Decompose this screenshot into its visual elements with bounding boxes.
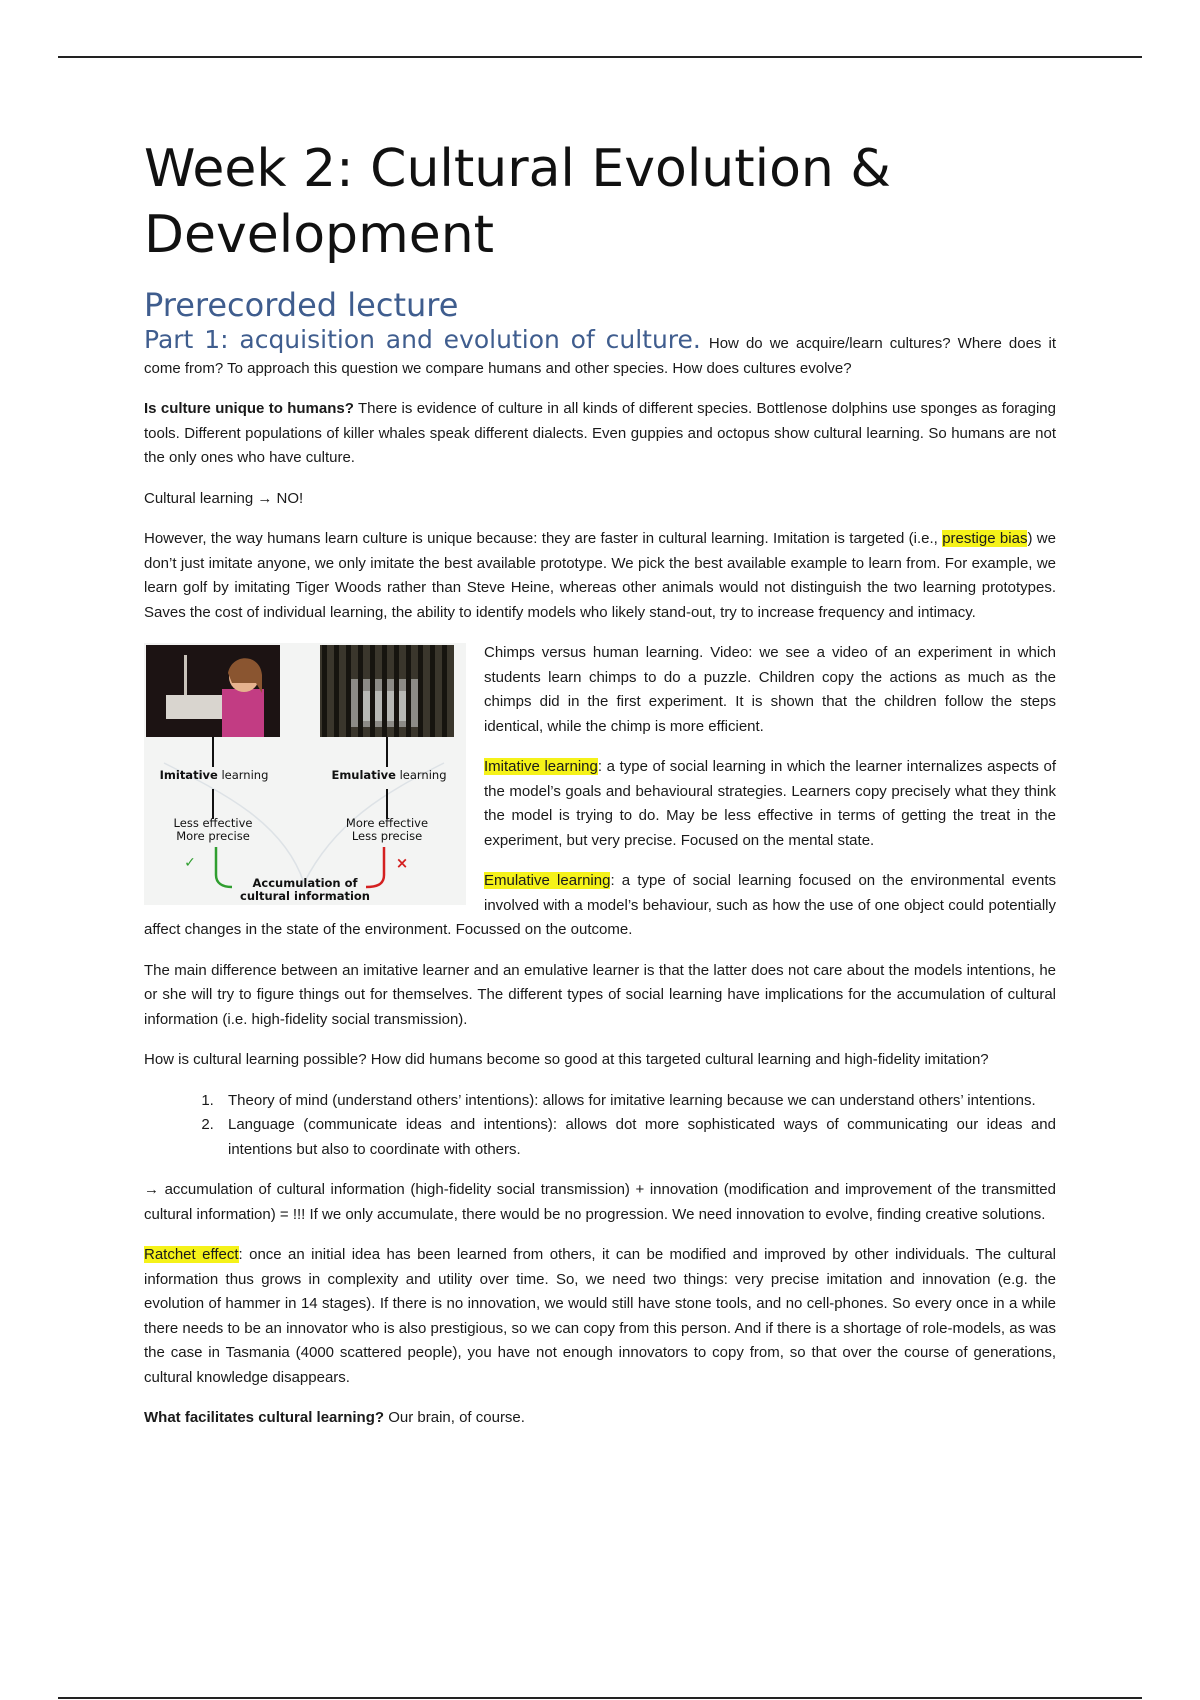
emulative-highlight: Emulative learning (484, 872, 611, 889)
section-heading: Prerecorded lecture (144, 286, 459, 324)
emulative-text: : a type of social learning focused on the environmental events involved with a model’s behaviour, such as how the use of one object could potentially affect changes in the state of the environment. Focussed on the outcome. (144, 872, 1056, 938)
however-text-pre: However, the way humans learn culture is unique because: they are faster in cultural learning. Imitation is targeted (i.e., (144, 530, 943, 547)
ratchet-highlight: Ratchet effect (144, 1246, 239, 1263)
list-item: 1. Theory of mind (understand others’ intentions): allows for imitative learning because we can understand others’ intentions. (218, 1089, 1056, 1114)
ratchet-text: : once an initial idea has been learned from others, it can be modified and improved by other individuals. The cultural information thus grows in complexity and utility over time. So, we need two things: very precise imitation and innovation (e.g. the evolution of hammer in 14 stages). If there is no innovation, we would still have stone tools, and no cell-phones. So every once in a while there needs to be an innovator who is also prestigious, so we can copy from this person. And if there is a shortage of role-models, as was the case in Tasmania (4000 scattered people), you have not enough innovators to copy from, so that over the course of generations, cultural knowledge disappears. (144, 1246, 1056, 1386)
header-rule (58, 56, 1142, 58)
footer-rule (58, 1697, 1142, 1699)
list-item: 2. Language (communicate ideas and intentions): allows dot more sophisticated ways of communicating our ideas and intentions but also to coordinate with others. (218, 1113, 1056, 1162)
left-effect-label: Less effective More precise (173, 816, 253, 843)
unique-bold: Is culture unique to humans? (144, 400, 354, 417)
unique-text: There is evidence of culture in all kinds of different species. Bottlenose dolphins use sponges as foraging tools. Different populations of killer whales speak different dialects. Even guppies and octopus show cultural learning. So humans are not the only ones who have culture. (144, 400, 1056, 466)
imitative-label: Imitative learning (159, 768, 269, 782)
cultural-learning-line: Cultural learning → NO! (144, 489, 304, 507)
right-effect-label: More effective Less precise (345, 816, 429, 843)
accumulation-paragraph: → accumulation of cultural information (high-fidelity social transmission) + innovation (modification and improvement of the transmitted cultural information) = !!! If we only accumulate, there would be no progression. We need innovation to evolve, finding creative solutions. (144, 1181, 1056, 1223)
cross-icon: × (395, 854, 409, 872)
prestige-bias-highlight: prestige bias (942, 530, 1028, 547)
page-title: Week 2: Cultural Evolution & Development (144, 139, 891, 265)
however-paragraph (144, 527, 1056, 625)
chimps-paragraph: Chimps versus human learning. Video: we see a video of an experiment in which students learn chimps to do a puzzle. Children copy the actions as much as the chimps did in the first experiment. It is shown that the children follow the steps identical, while the chimp is more efficient. (484, 644, 1056, 735)
part-heading: Part 1: acquisition and evolution of culture. (144, 325, 701, 354)
learning-figure (144, 643, 466, 905)
imitative-highlight: Imitative learning (484, 758, 598, 775)
how-possible-paragraph: How is cultural learning possible? How did humans become so good at this targeted cultural learning and high-fidelity imitation? (144, 1051, 989, 1068)
part-text: How do we acquire/learn cultures? Where does it come from? To approach this question we compare humans and other species. How does cultures evolve? (144, 335, 1056, 377)
main-difference-paragraph: The main difference between an imitative learner and an emulative learner is that the latter does not care about the models intentions, he or she will try to figure things out for themselves. The different types of social learning have implications for the accumulation of cultural information (i.e. high-fidelity social transmission). (144, 961, 1056, 1028)
ability-list (144, 1089, 1056, 1163)
facilitates-paragraph (144, 1406, 1056, 1431)
document-page (144, 136, 1056, 1447)
unique-paragraph (144, 397, 1056, 471)
imitative-text: : a type of social learning in which the learner internalizes aspects of the model’s goals and behavioural strategies. Learners copy precisely what they think the model is trying to do. May be less effective in terms of getting the treat in the experiment, but very precise. Focused on the mental state. (484, 758, 1056, 849)
part-paragraph (144, 325, 1056, 381)
emulative-label: Emulative learning (331, 768, 447, 782)
accumulation-label: Accumulation of cultural information (240, 876, 370, 903)
ratchet-paragraph (144, 1243, 1056, 1390)
however-text-post: ) we don’t just imitate anyone, we only imitate the best available prototype. We pick the best available example to learn from. For example, we learn golf by imitating Tiger Woods rather than Steve Heine, whereas other animals would not distinguish the two learning prototypes. Saves the cost of individual learning, the ability to identify models who likely stand-out, try to increase frequency and intimacy. (144, 530, 1056, 621)
facilitates-bold: What facilitates cultural learning? (144, 1409, 385, 1426)
facilitates-text: Our brain, of course. (384, 1409, 525, 1426)
check-icon: ✓ (184, 855, 196, 871)
